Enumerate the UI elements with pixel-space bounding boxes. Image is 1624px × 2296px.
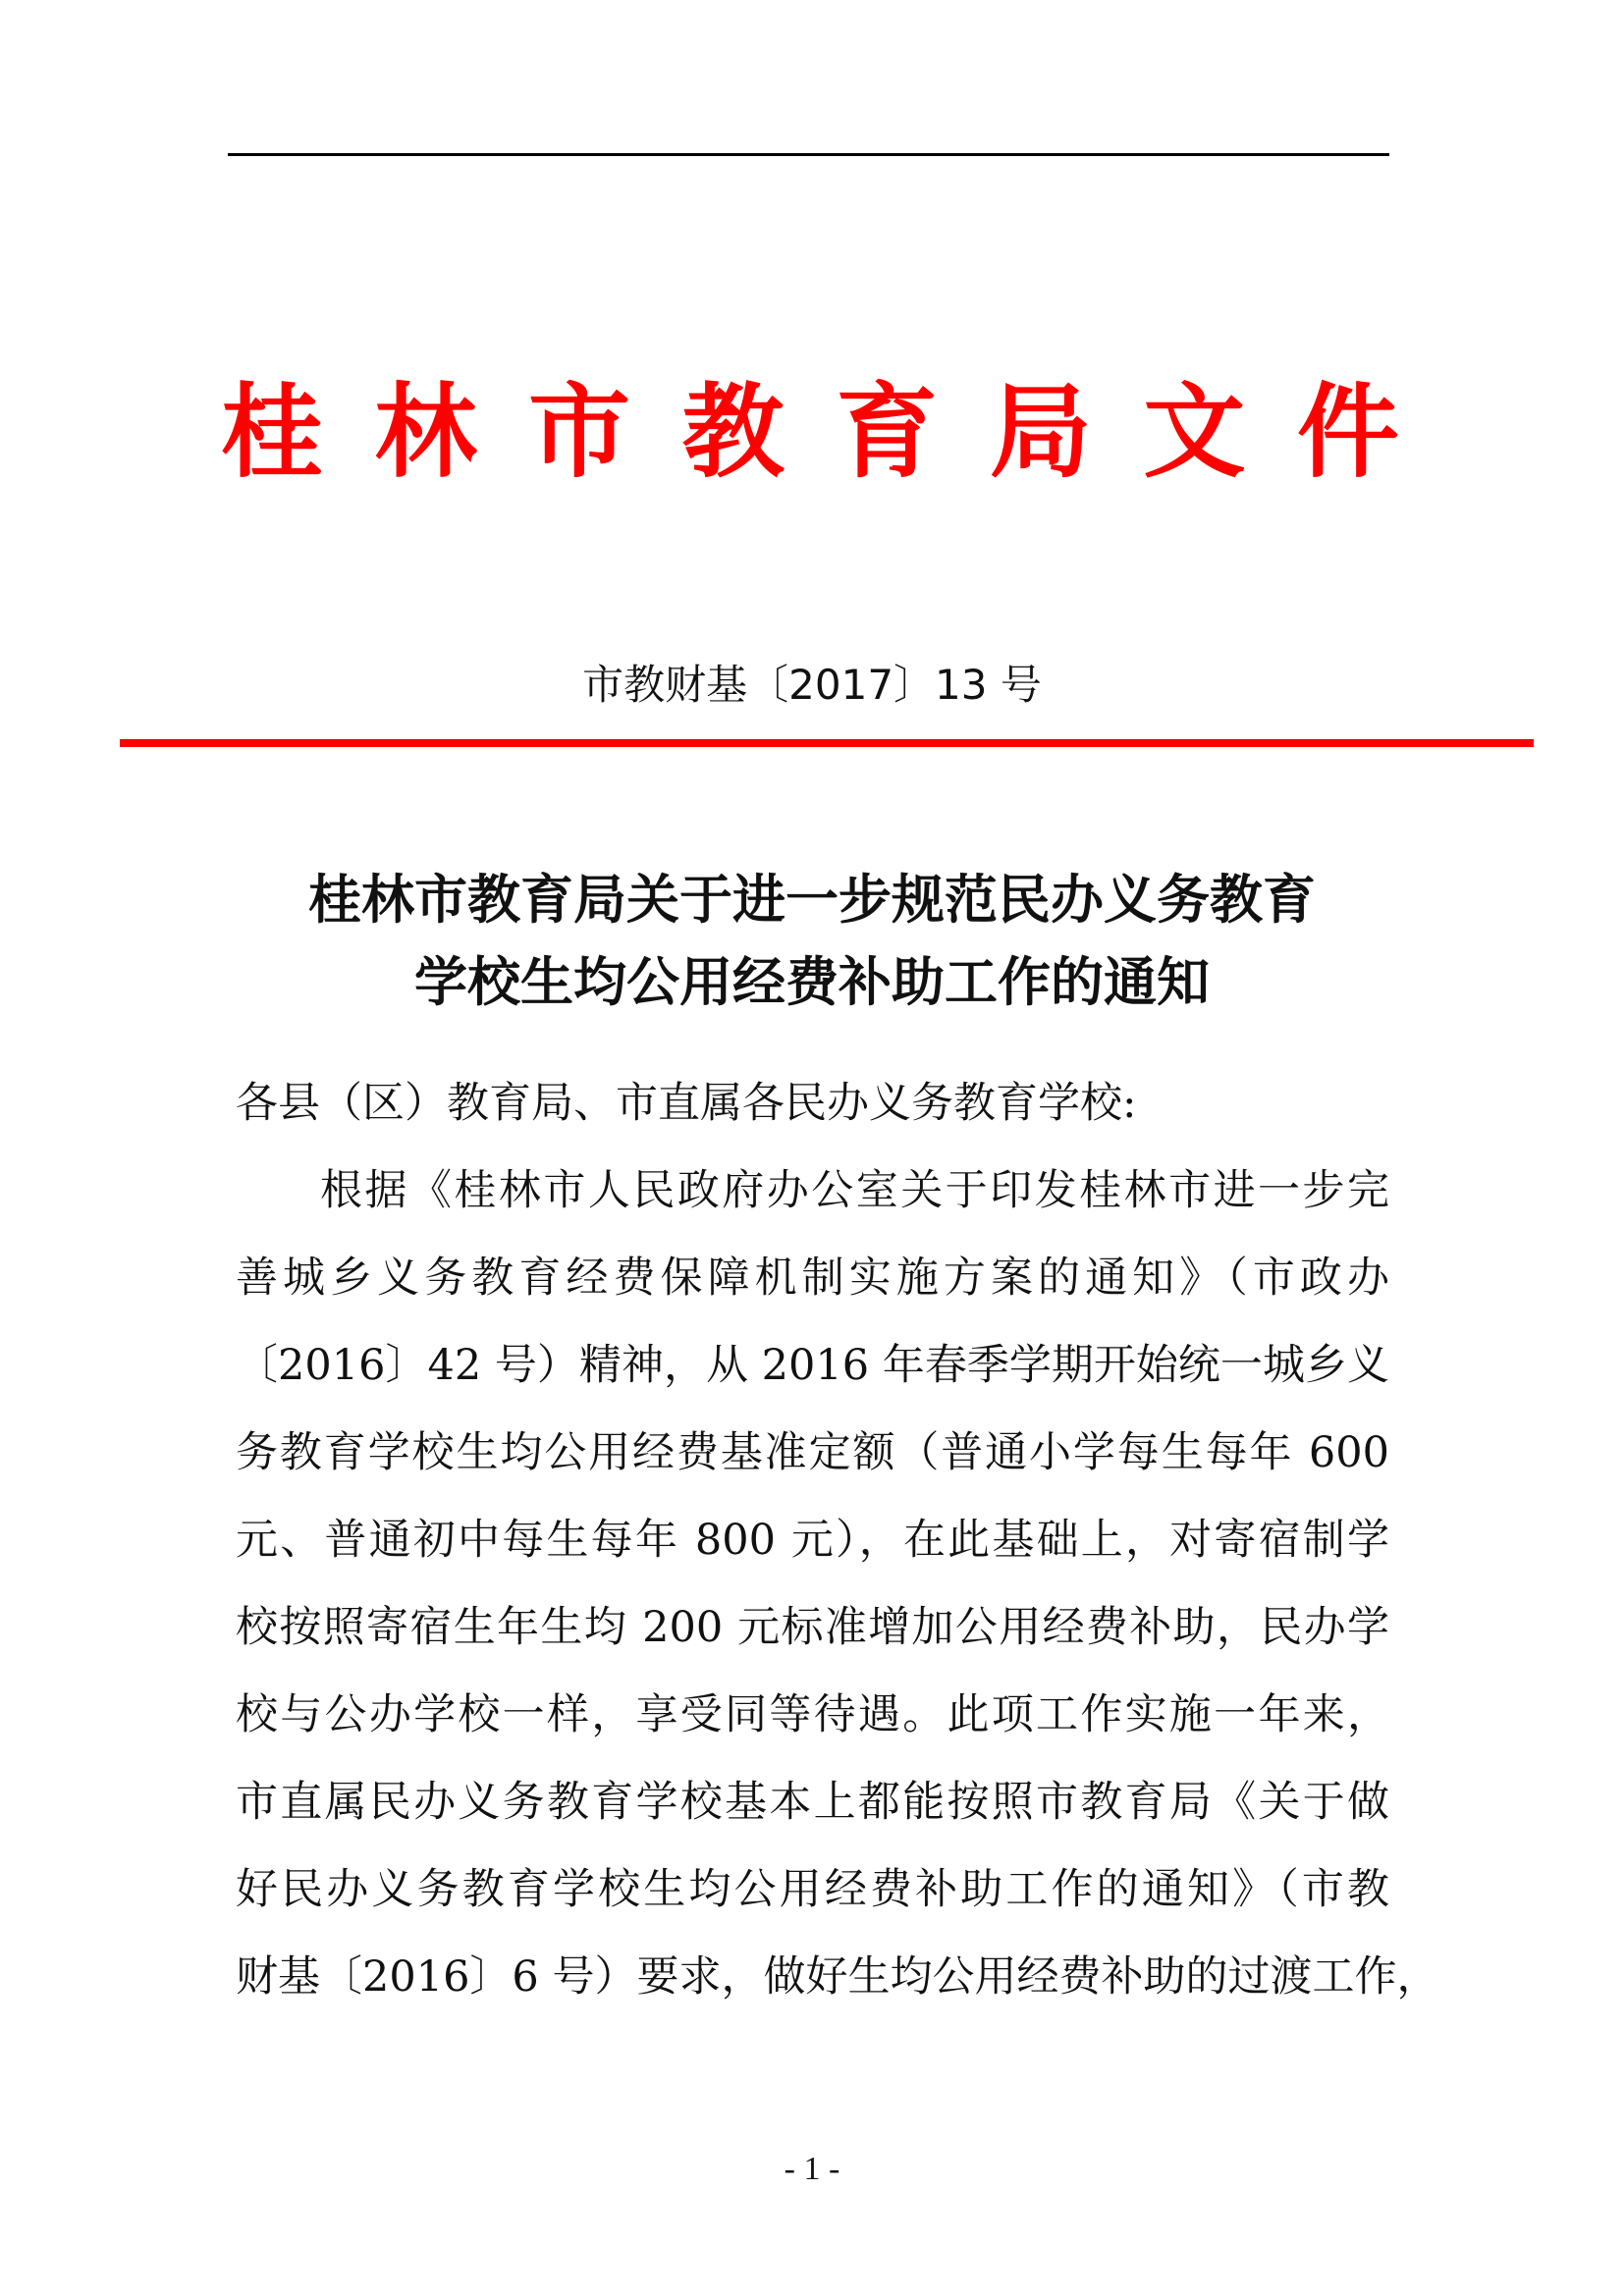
body-line: 根据《桂林市人民政府办公室关于印发桂林市进一步完	[320, 1166, 1389, 1215]
red-separator-rule	[120, 739, 1534, 747]
body-line: 善城乡义务教育经费保障机制实施方案的通知》（市政办	[236, 1254, 1389, 1303]
masthead-char: 育	[836, 372, 939, 492]
body-line: 元、普通初中每生每年 800 元），在此基础上，对寄宿制学	[236, 1516, 1389, 1565]
masthead-char: 市	[528, 372, 631, 492]
body-line: 校按照寄宿生年生均 200 元标准增加公用经费补助，民办学	[236, 1603, 1389, 1652]
masthead-char: 教	[681, 372, 785, 492]
body-line: 财基〔2016〕6 号）要求，做好生均公用经费补助的过渡工作，	[236, 1952, 1439, 2002]
salutation: 各县（区）教育局、市直属各民办义务教育学校:	[236, 1079, 1137, 1128]
document-masthead	[221, 363, 1399, 501]
masthead-char: 件	[1296, 372, 1399, 492]
masthead-char: 局	[989, 372, 1092, 492]
masthead-char: 桂	[221, 372, 324, 492]
body-line: 校与公办学校一样，享受同等待遇。此项工作实施一年来，	[236, 1690, 1389, 1739]
page-number: - 1 -	[784, 2151, 840, 2187]
body-line: 〔2016〕42 号）精神，从 2016 年春季学期开始统一城乡义	[236, 1341, 1389, 1390]
document-number: 市教财基〔2017〕13 号	[582, 661, 1042, 709]
top-rule	[228, 153, 1389, 156]
masthead-char: 林	[374, 372, 477, 492]
body-line: 市直属民办义务教育学校基本上都能按照市教育局《关于做	[236, 1778, 1389, 1827]
document-body	[236, 1060, 1439, 2021]
title-line: 桂林市教育局关于进一步规范民办义务教育	[308, 868, 1316, 931]
title-line: 学校生均公用经费补助工作的通知	[414, 950, 1210, 1013]
document-title	[0, 858, 1624, 1023]
masthead-char: 文	[1143, 372, 1246, 492]
body-line: 好民办义务教育学校生均公用经费补助工作的通知》（市教	[236, 1865, 1389, 1914]
body-line: 务教育学校生均公用经费基准定额（普通小学每生每年 600	[236, 1428, 1389, 1477]
